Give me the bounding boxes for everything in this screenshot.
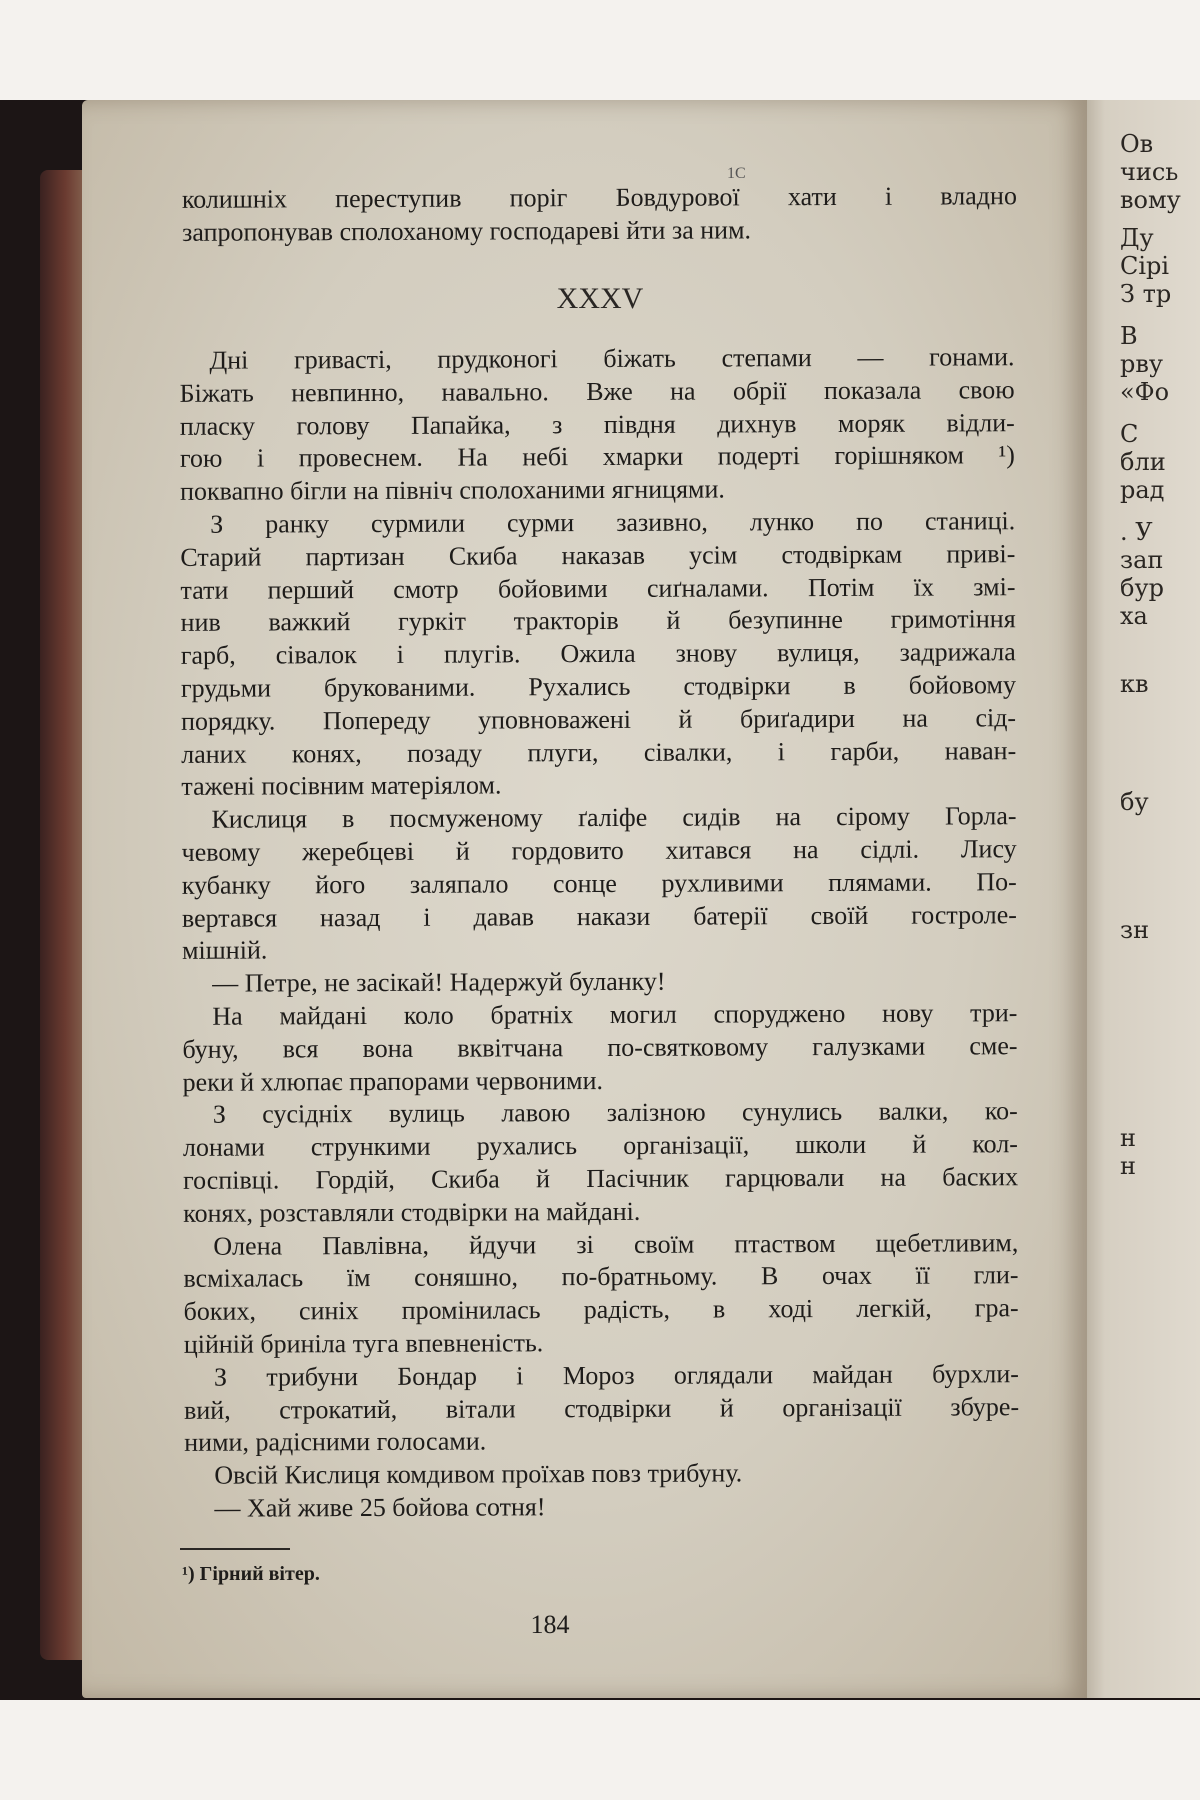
text-line: ними, радісними голосами. [184,1426,487,1458]
right-page-fragment: Ду [1120,224,1154,252]
right-page-fragment: «Фо [1120,378,1170,406]
text-line: запропонував сполоханому господареві йти за ним. [182,215,752,247]
right-page-fragment: зап [1120,546,1164,574]
text-line: поквапно бігли на північ сполоханими ягницями. [180,474,725,507]
text-line: гарб, сівалок і плугів. Ожила знову вулиця, задрижала [180,637,1016,670]
text-line: вий, строкатий, вітали стодвірки й організації збуре- [184,1391,1020,1425]
right-page-fragment: чись [1120,158,1179,186]
right-page-fragment: рву [1120,350,1163,378]
chapter-body [179,341,1019,1525]
text-line: вертався назад і давав накази батерії своїй гостроле- [181,899,1017,933]
right-page-fragment: кв [1120,670,1149,698]
text-line: Дні гривасті, прудконогі біжать степами — гонами. [209,342,1015,375]
right-page-fragment: бли [1120,448,1166,476]
text-line: порядку. Попереду уповноважені й бриґадири на сід- [181,702,1017,736]
text-line: боких, синіх промінилась радість, в ході легкій, гра- [183,1293,1019,1326]
text-line: кубанку його заляпало сонце рухливими плямами. По- [181,866,1017,900]
text-line: Овсій Кислиця комдивом проїхав повз трибуну. [214,1458,743,1490]
text-line: лонами стрункими рухались організації, школи й кол- [182,1129,1018,1162]
chapter-title: XXXV [556,282,644,315]
text-line: Старий партизан Скиба наказав усім стодвіркам приві- [180,538,1016,572]
text-line: реки й хлюпає прапорами червоними. [182,1065,604,1097]
text-line: З сусідніх вулиць лавою залізною сунулись валки, ко- [212,1096,1018,1130]
text-line: тати перший смотр бойовими сиґналами. Потім їх змі- [180,571,1016,605]
footnote: ¹) Гірний вітер. [182,1563,320,1585]
text-line: З ранку сурмили сурми зазивно, лунко по станиці. [210,506,1016,539]
text-line: пласку голову Папайка, з півдня дихнув моряк відли- [179,407,1015,441]
footnote-divider [180,1548,290,1550]
text-line: ланих конях, позаду плуги, сівалки, і гарби, наван- [181,735,1017,769]
text-line: З трибуни Бондар і Мороз оглядали майдан бурхли- [213,1358,1019,1392]
right-page-fragment: н [1120,1124,1136,1152]
right-page-fragment: бу [1120,788,1149,816]
text-line: Біжать невпинно, навально. Вже на обрії показала свою [179,374,1015,408]
right-page-fragment: С [1120,420,1139,448]
page-number: 184 [530,1610,570,1639]
right-page-fragment: вому [1120,186,1181,214]
right-page-fragment: Сірі [1120,252,1170,280]
margin-pencil-mark: 1C [727,165,746,182]
text-line: ційній бриніла туга впевненість. [183,1328,544,1359]
text-line: буну, вся вона вквітчана по-святковому галузками сме- [182,1030,1018,1064]
text-line: всміхалась їм соняшно, по-братньому. В очах її гли- [183,1260,1019,1294]
text-line: тажені посівним матеріялом. [181,770,502,802]
text-line: нив важкий гуркіт тракторів й безупинне гримотіння [180,604,1016,638]
opening-lines [182,180,1017,249]
right-page-fragment: В [1120,322,1138,350]
text-line: колишніх переступив поріг Бовдурової хати і владно [181,181,1017,214]
text-line: На майдані коло братніх могил споруджено нову три- [212,998,1018,1031]
text-line: мішній. [182,935,268,966]
text-line: Олена Павлівна, йдучи зі своїм птаством щебетливим, [213,1227,1019,1261]
text-line: чевому жеребцеві й гордовито хитався на сідлі. Лису [181,834,1017,867]
right-page-fragment: З тр [1120,280,1172,308]
text-line: — Петре, не засікай! Надержуй буланку! [212,966,666,998]
right-page-text [1120,130,1181,1180]
text-line: — Хай живе 25 бойова сотня! [214,1492,546,1523]
text-line: гою і провеснем. На небі хмарки подерті горішняком ¹) [179,440,1015,474]
right-page-fragment: ха [1120,602,1148,630]
text-line: конях, розставляли стодвірки на майдані. [183,1196,641,1228]
right-page-fragment: Ов [1120,130,1154,158]
text-line: грудьми брукованими. Рухались стодвірки в бойовому [180,670,1016,703]
right-page-fragment: н [1120,1152,1136,1180]
text-line: Кислиця в посмуженому ґаліфе сидів на сірому Горла- [211,801,1017,834]
right-page-fragment: бур [1120,574,1164,602]
right-page-fragment: . У [1120,518,1153,546]
text-line: госпівці. Гордій, Скиба й Пасічник гарцювали на баских [183,1162,1019,1195]
right-page-fragment: рад [1120,476,1165,504]
right-page-fragment: зн [1120,916,1150,944]
